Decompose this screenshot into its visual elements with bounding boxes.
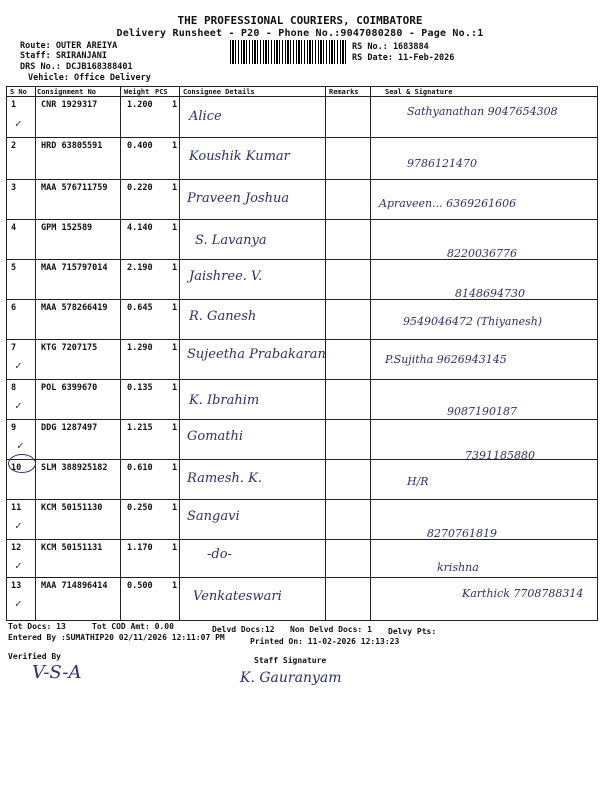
row-pcs: 1 <box>172 100 178 110</box>
row-signature: 8220036776 <box>447 247 517 260</box>
tick-mark: ✓ <box>15 559 22 572</box>
row-weight: 0.500 <box>127 581 153 591</box>
row-weight: 1.290 <box>127 343 153 353</box>
col-seal-signature: Seal & Signature <box>385 88 453 96</box>
row-signature: 9087190187 <box>447 405 517 418</box>
row-signature: krishna <box>437 561 479 574</box>
row-consignee: Venkateswari <box>193 589 282 604</box>
row-signature: 9786121470 <box>407 157 477 170</box>
row-sno: 13 <box>11 581 22 591</box>
row-sno: 11 <box>11 503 22 513</box>
row-pcs: 1 <box>172 303 178 313</box>
rs-number: RS No.: 1683884 <box>352 42 429 52</box>
row-consignment: POL 6399670 <box>41 383 98 393</box>
row-weight: 1.215 <box>127 423 153 433</box>
staff-signature: K. Gauranyam <box>240 670 342 686</box>
row-weight: 0.610 <box>127 463 153 473</box>
route: Route: OUTER AREIYA <box>20 41 118 51</box>
entered-by: Entered By :SUMATHIP20 02/11/2026 12:11:07 PM <box>8 633 225 642</box>
row-sno: 9 <box>11 423 17 433</box>
row-consignee: R. Ganesh <box>189 309 257 324</box>
printed-on: Printed On: 11-02-2026 12:13:23 <box>250 637 400 646</box>
row-consignment: CNR 1929317 <box>41 100 98 110</box>
row-consignment: MAA 576711759 <box>41 183 108 193</box>
row-weight: 1.170 <box>127 543 153 553</box>
row-consignment: KCM 50151130 <box>41 503 103 513</box>
row-signature: H/R <box>407 475 429 488</box>
row-consignee: Ramesh. K. <box>187 471 263 486</box>
row-sno: 6 <box>11 303 17 313</box>
row-pcs: 1 <box>172 543 178 553</box>
company-title: THE PROFESSIONAL COURIERS, COIMBATORE <box>177 14 423 27</box>
row-weight: 4.140 <box>127 223 153 233</box>
row-sno: 5 <box>11 263 17 273</box>
col-pcs: PCS <box>155 88 168 96</box>
row-sno: 3 <box>11 183 17 193</box>
row-weight: 0.400 <box>127 141 153 151</box>
row-sno: 8 <box>11 383 17 393</box>
row-consignment: KTG 7207175 <box>41 343 98 353</box>
row-weight: 0.220 <box>127 183 153 193</box>
row-consignment: KCM 50151131 <box>41 543 103 553</box>
row-consignment: SLM 388925182 <box>41 463 108 473</box>
row-consignee: Alice <box>189 109 222 124</box>
row-pcs: 1 <box>172 503 178 513</box>
col-sno: S No <box>10 88 27 96</box>
row-consignee: Sangavi <box>187 509 240 524</box>
row-pcs: 1 <box>172 383 178 393</box>
row-pcs: 1 <box>172 423 178 433</box>
row-pcs: 1 <box>172 183 178 193</box>
row-weight: 0.250 <box>127 503 153 513</box>
tick-mark: ✓ <box>15 359 22 372</box>
tick-mark: ✓ <box>15 519 22 532</box>
row-consignee: S. Lavanya <box>195 233 267 248</box>
row-pcs: 1 <box>172 263 178 273</box>
row-weight: 2.190 <box>127 263 153 273</box>
verified-signature: V-S-A <box>32 662 82 683</box>
delivery-points: Delvy Pts: <box>388 627 437 636</box>
col-consignment: Consignment No <box>37 88 97 96</box>
tick-mark: ✓ <box>17 439 24 452</box>
row-pcs: 1 <box>172 223 178 233</box>
row-signature: 8270761819 <box>427 527 497 540</box>
row-consignee: K. Ibrahim <box>189 393 260 408</box>
row-sno: 12 <box>11 543 22 553</box>
row-sno: 1 <box>11 100 17 110</box>
row-weight: 0.135 <box>127 383 153 393</box>
row-sno: 4 <box>11 223 17 233</box>
row-signature: 7391185880 <box>465 449 535 462</box>
tick-mark: ✓ <box>15 117 22 130</box>
row-consignee: Praveen Joshua <box>187 191 290 206</box>
verified-by: Verified By <box>8 652 61 661</box>
row-pcs: 1 <box>172 343 178 353</box>
vehicle: Vehicle: Office Delivery <box>28 73 151 83</box>
tick-mark: ✓ <box>15 399 22 412</box>
row-consignee: Koushik Kumar <box>189 149 290 164</box>
row-consignment: DDG 1287497 <box>41 423 98 433</box>
delivered-docs: Delvd Docs:12 <box>212 625 275 634</box>
staff: Staff: SRIRANJANI <box>20 51 107 61</box>
staff-signature-label: Staff Signature <box>254 656 327 665</box>
non-delivered-docs: Non Delvd Docs: 1 <box>290 625 372 634</box>
row-pcs: 1 <box>172 581 178 591</box>
row-consignee: -do- <box>207 547 232 562</box>
row-sno: 7 <box>11 343 17 353</box>
row-weight: 0.645 <box>127 303 153 313</box>
col-weight: Weight <box>124 88 150 96</box>
row-signature: 8148694730 <box>455 287 525 300</box>
row-consignee: Jaishree. V. <box>189 269 263 284</box>
total-docs: Tot Docs: 13 <box>8 622 66 631</box>
runsheet-table <box>6 86 598 621</box>
col-consignee: Consignee Details <box>183 88 255 96</box>
row-signature: 9549046472 (Thiyanesh) <box>403 315 543 328</box>
row-signature: Sathyanathan 9047654308 <box>407 105 558 118</box>
total-cod: Tot COD Amt: 0.00 <box>92 622 174 631</box>
col-remarks: Remarks <box>329 88 359 96</box>
row-consignment: GPM 152589 <box>41 223 93 233</box>
row-signature: Karthick 7708788314 <box>462 587 584 600</box>
row-pcs: 1 <box>172 463 178 473</box>
rs-date: RS Date: 11-Feb-2026 <box>352 53 455 63</box>
row-pcs: 1 <box>172 141 178 151</box>
barcode <box>230 40 348 64</box>
row-consignment: MAA 578266419 <box>41 303 108 313</box>
row-consignment: MAA 715797014 <box>41 263 108 273</box>
row-consignment: MAA 714896414 <box>41 581 108 591</box>
row-signature: Apraveen... 6369261606 <box>379 197 517 210</box>
row-consignment: HRD 63805591 <box>41 141 103 151</box>
row-sno: 10 <box>11 463 22 473</box>
row-consignee: Gomathi <box>187 429 244 444</box>
drs-number: DRS No.: DCJB168388401 <box>20 62 133 72</box>
circle-mark <box>8 454 36 473</box>
row-weight: 1.200 <box>127 100 153 110</box>
tick-mark: ✓ <box>15 597 22 610</box>
row-sno: 2 <box>11 141 17 151</box>
row-consignee: Sujeetha Prabakaran <box>187 347 326 362</box>
runsheet-title: Delivery Runsheet - P20 - Phone No.:9047080280 - Page No.:1 <box>116 28 484 39</box>
row-signature: P.Sujitha 9626943145 <box>385 353 507 366</box>
